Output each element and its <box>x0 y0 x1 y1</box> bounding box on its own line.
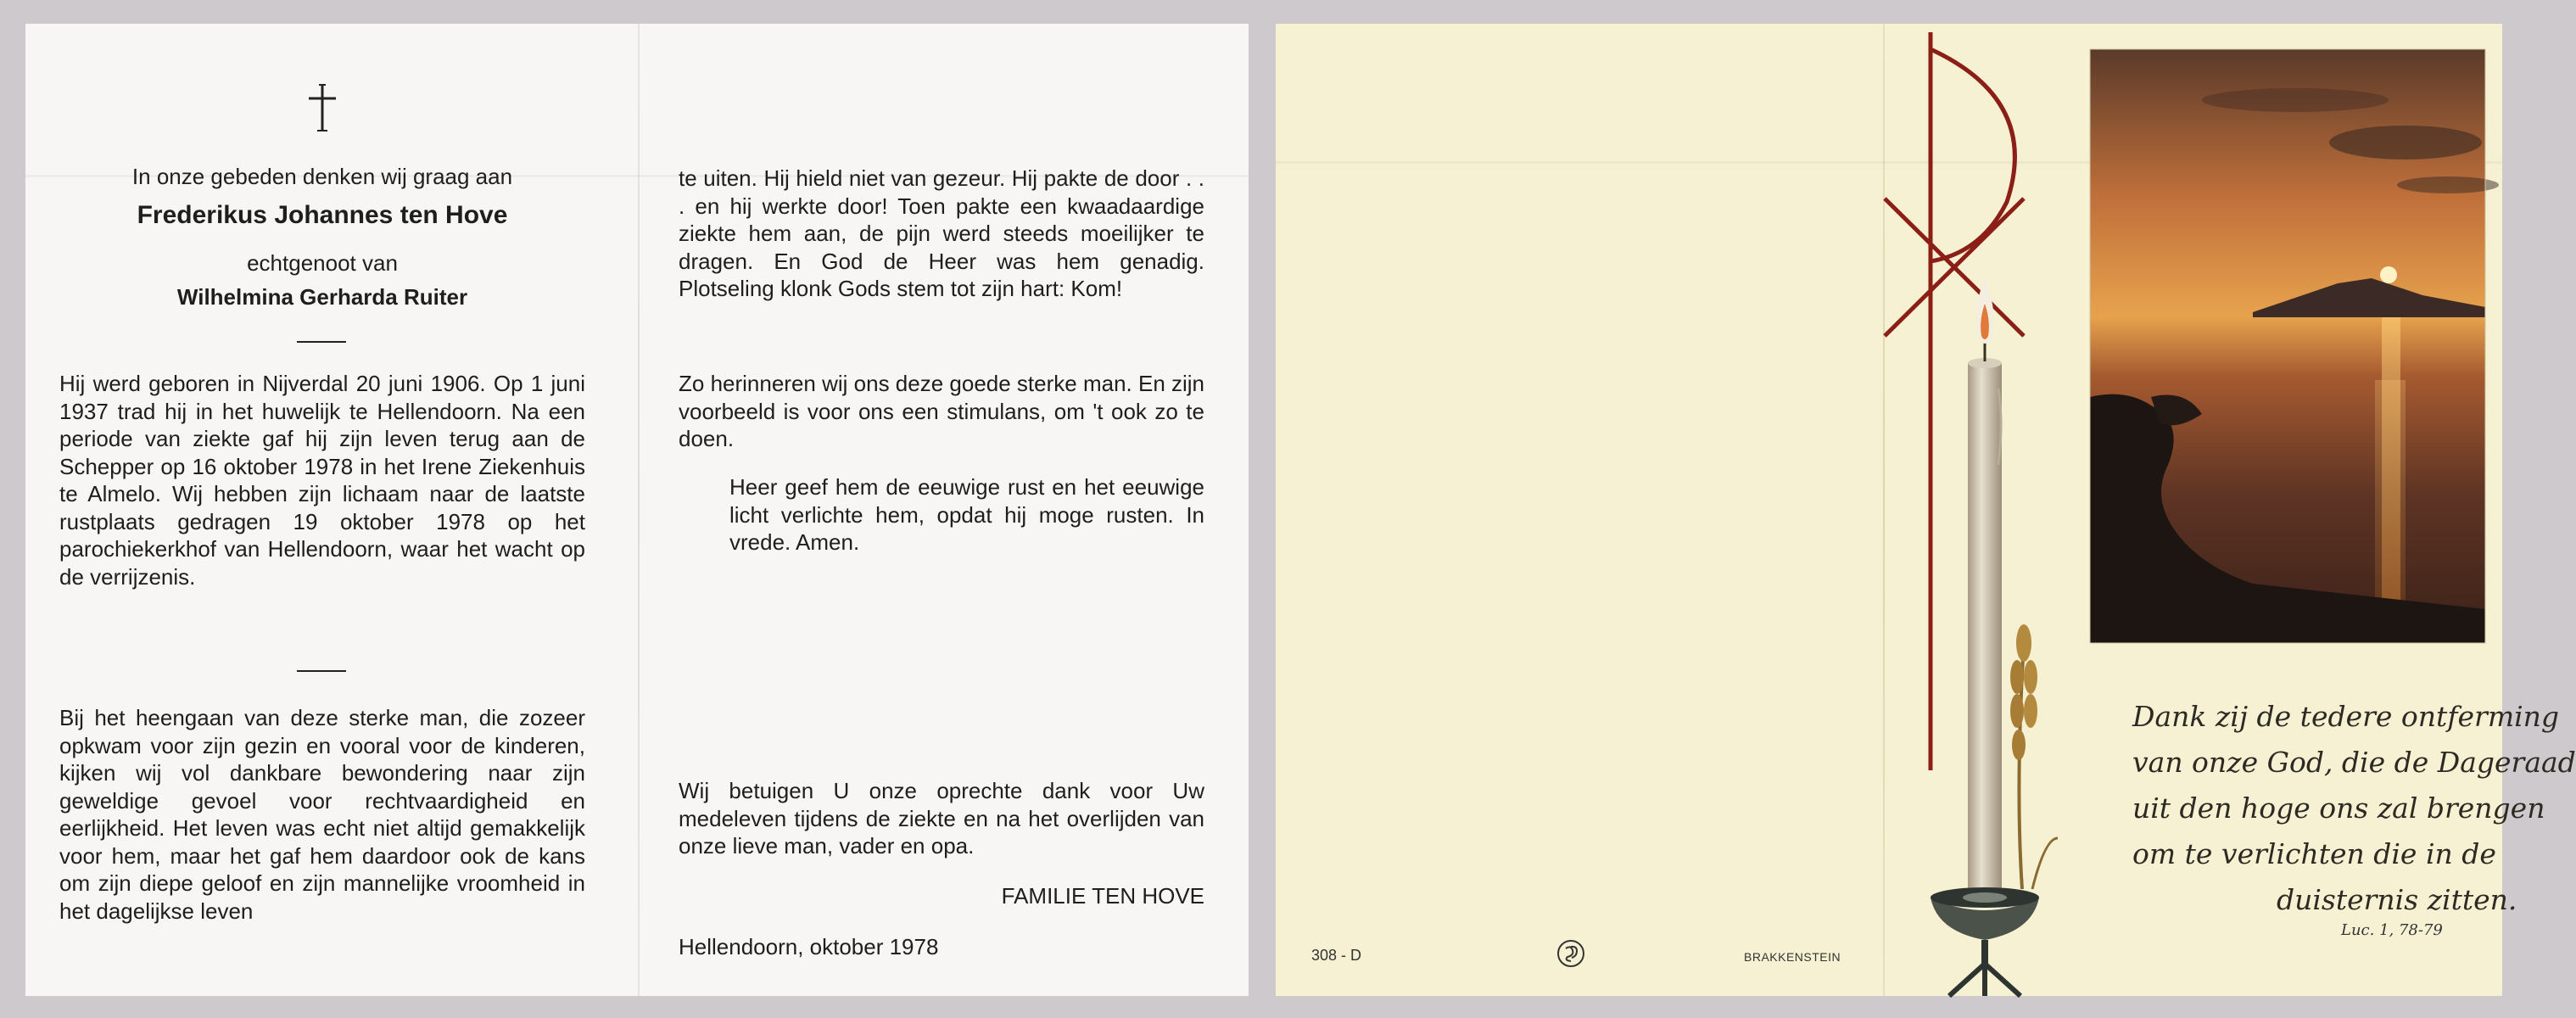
right-card <box>1276 24 2576 996</box>
thanks-paragraph: Wij betuigen U onze oprechte dank voor Uw medeleven tijdens de ziekte en na het overlijden van onze lieve man, vader en opa. <box>679 778 1204 859</box>
card-panel-right <box>679 24 1204 996</box>
remembrance-paragraph: Zo herinneren wij ons deze goede sterke man. En zijn voorbeeld is voor ons een stimulans, om 't ook zo te doen. <box>679 371 1205 451</box>
divider <box>297 341 346 343</box>
spouse-label: echtgenoot van <box>247 250 398 276</box>
divider <box>297 670 346 672</box>
card-code: 308 - D <box>1311 947 1362 964</box>
fold-line <box>1883 24 1885 996</box>
place-date: Hellendoorn, oktober 1978 <box>679 934 939 959</box>
verse-line: om te verlichten die in de <box>2132 837 2496 870</box>
card-panel-left <box>59 24 585 996</box>
fold-line <box>638 24 640 996</box>
prayer-text: Heer geef hem de eeuwige rust en het eeuwige licht verlichte hem, opdat hij moge rusten. In vrede. Amen. <box>729 474 1204 555</box>
printer-name: BRAKKENSTEIN <box>1744 950 1841 964</box>
biography-paragraph: Hij werd geboren in Nijverdal 20 juni 1906. Op 1 juni 1937 trad hij in het huwelijk te Hellendoorn. Na een periode van ziekte gaf hij zijn leven terug aan de Schepper op 16 oktober 1978 in het Irene Ziekenhuis te Almelo. Wij hebben zijn lichaam naar de laatste rustplaats gedragen 19 oktober 1978 op het parochiekerkhof van Hellendoorn, waar het wacht op de verrijzenis. <box>59 371 585 590</box>
publisher-logo-icon <box>1556 938 1586 969</box>
verse-line: uit den hoge ons zal brengen <box>2132 791 2545 825</box>
bible-verse <box>2132 694 2576 923</box>
tribute-paragraph: Bij het heengaan van deze sterke man, die zozeer opkwam voor zijn gezin en vooral voor de kinderen, kijken wij vol dankbare bewondering naar zijn geweldige gevoel voor rechtvaardigheid en eerlijkheid. Het leven was echt niet altijd gemakkelijk voor hem, maar het gaf hem daardoor ook de kans om zijn diepe geloof en zijn mannelijke vroomheid in het dagelijkse leven <box>59 705 585 924</box>
intro-text: In onze gebeden denken wij graag aan <box>131 164 513 189</box>
verse-reference: Luc. 1, 78-79 <box>2341 921 2443 939</box>
left-card <box>25 24 1249 996</box>
family-signature: FAMILIE TEN HOVE <box>1001 883 1204 909</box>
tribute-continuation: te uiten. Hij hield niet van gezeur. Hij pakte de door . . . en hij werkte door! Toen pakte een kwaadaardige ziekte hem aan, de pijn werd steeds moeilijker te dragen. En God de Heer was hem genadig. Plotseling klonk Gods stem tot zijn hart: Kom! <box>679 165 1204 301</box>
latin-cross-icon <box>297 81 348 132</box>
spouse-name: Wilhelmina Gerharda Ruiter <box>176 284 468 310</box>
verse-line: Dank zij de tedere ontferming <box>2132 700 2560 733</box>
verse-line: van onze God, die de Dageraad <box>2132 746 2576 779</box>
deceased-name: Frederikus Johannes ten Hove <box>137 201 508 229</box>
verse-line: duisternis zitten. <box>2277 883 2517 916</box>
